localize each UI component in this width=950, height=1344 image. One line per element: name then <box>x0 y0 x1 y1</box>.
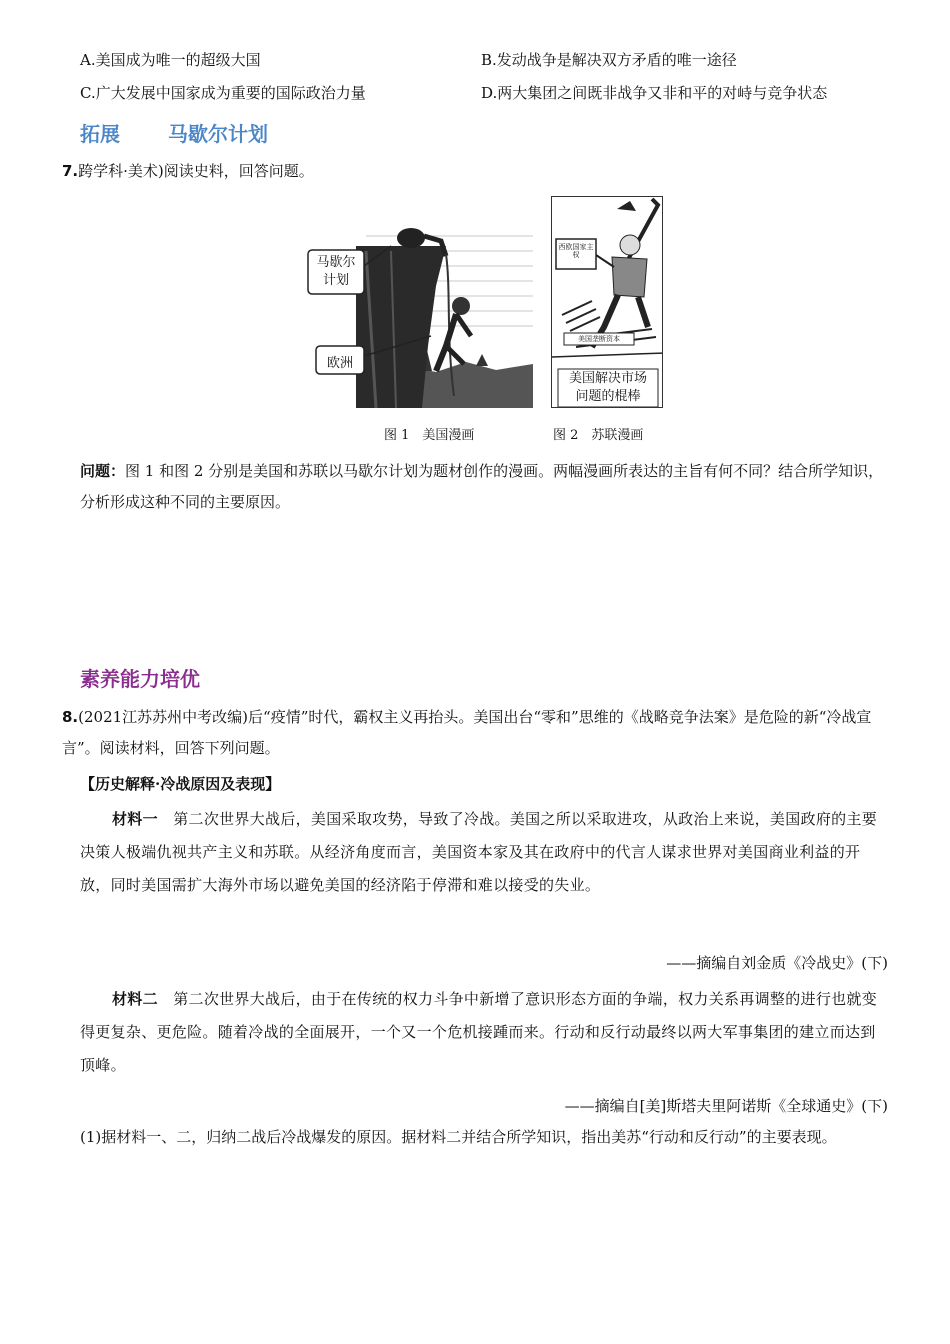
material-2-source: ——摘编自[美]斯塔夫里阿诺斯《全球通史》(下) <box>564 1097 888 1115</box>
option-c: C.广大发展中国家成为重要的国际政治力量 <box>80 84 366 102</box>
section-literacy-title: 素养能力培优 <box>80 667 200 691</box>
material-2-text: 第二次世界大战后，由于在传统的权力斗争中新增了意识形态方面的争端，权力关系再调整的进行也就变得更复杂、更危险。随着冷战的全面展开，一个又一个危机接踵而来。行动和反行动最终以两大军事集团的建立而达到顶峰。 <box>80 990 878 1074</box>
question-label: 问题： <box>80 462 126 480</box>
question-7-prompt <box>62 160 892 182</box>
figure-1-cartoon <box>296 196 533 408</box>
option-a: A.美国成为唯一的超级大国 <box>80 51 261 69</box>
section-expand-tag: 拓展 <box>80 122 120 146</box>
q8-subheading: 【历史解释·冷战原因及表现】 <box>80 775 281 793</box>
sign-western-europe-sovereignty: 西欧国家主权 <box>558 243 594 259</box>
figure-1-illustration <box>296 196 533 408</box>
material-2-label: 材料二 <box>112 990 158 1008</box>
figure-2-cartoon <box>551 196 663 408</box>
option-b: B.发动战争是解决双方矛盾的唯一途径 <box>481 51 737 69</box>
q8-subquestion-1: (1)据材料一、二，归纳二战后冷战爆发的原因。据材料二并结合所学知识，指出美苏“行动和反行动”的主要表现。 <box>80 1128 837 1146</box>
figure-1-caption: 图 1 美国漫画 <box>384 428 475 443</box>
option-d: D.两大集团之间既非战争又非和平的对峙与竞争状态 <box>481 84 828 102</box>
question-number: 7. <box>62 162 79 180</box>
figure-2-caption: 图 2 苏联漫画 <box>553 428 644 443</box>
section-expand-title: 马歇尔计划 <box>168 122 268 146</box>
question-7-text <box>80 456 888 518</box>
question-7-prompt-text: 跨学科·美术)阅读史料，回答问题。 <box>78 162 314 180</box>
label-us-market-club: 美国解决市场 问题的棍棒 <box>568 371 647 404</box>
material-1 <box>80 803 888 902</box>
rail-us-monopoly-capital: 美国垄断资本 <box>578 335 620 343</box>
material-1-label: 材料一 <box>112 810 158 828</box>
label-marshall-plan: 马歇尔 计划 <box>316 255 356 288</box>
material-1-source: ——摘编自刘金质《冷战史》(下) <box>666 954 888 972</box>
material-2 <box>80 983 888 1082</box>
question-7-body: 图 1 和图 2 分别是美国和苏联以马歇尔计划为题材创作的漫画。两幅漫画所表达的主旨有何不同？结合所学知识，分析形成这种不同的主要原因。 <box>80 462 884 511</box>
question-8-prompt-text: (2021江苏苏州中考改编)后“疫情”时代，霸权主义再抬头。美国出台“零和”思维的《战略竞争法案》是危险的新“冷战宣言”。阅读材料，回答下列问题。 <box>62 708 872 757</box>
question-8-prompt <box>62 702 888 764</box>
label-europe: 欧洲 <box>326 356 353 371</box>
question-number: 8. <box>62 708 79 726</box>
material-1-text: 第二次世界大战后，美国采取攻势，导致了冷战。美国之所以采取进攻，从政治上来说，美国政府的主要决策人极端仇视共产主义和苏联。从经济角度而言，美国资本家及其在政府中的代言人谋求世界对美国商业利益的开放，同时美国需扩大海外市场以避免美国的经济陷于停滞和难以接受的失业。 <box>80 810 878 894</box>
